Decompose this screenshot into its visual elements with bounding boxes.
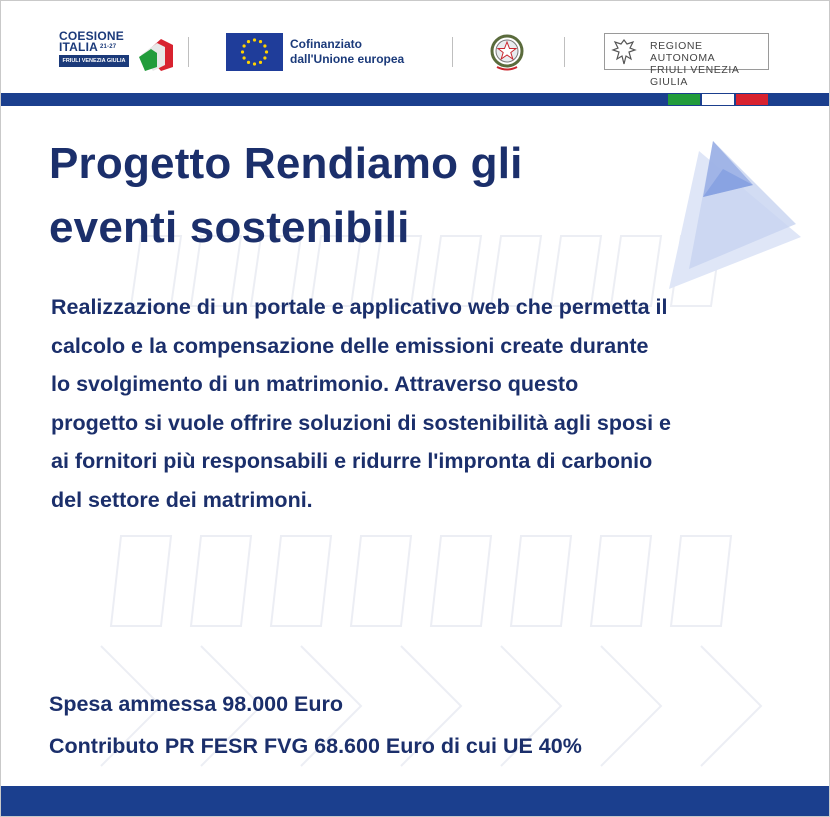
coesione-logo-text	[59, 31, 124, 53]
bottom-color-band	[1, 786, 829, 816]
eu-cofinanced-logo	[226, 33, 426, 71]
header-divider	[188, 37, 189, 67]
coesione-years: 21-27	[99, 44, 117, 50]
regione-fvg-logo	[604, 33, 769, 88]
eu-flag-icon	[226, 33, 283, 71]
region-line1: REGIONE AUTONOMA	[650, 40, 716, 64]
italian-flag-green-stripe	[668, 94, 700, 105]
coesione-mark-icon	[139, 31, 177, 75]
project-description: Realizzazione di un portale e applicativo web che permetta il calcolo e la compensazione delle emissioni create durante lo svolgimento di un matrimonio. Attraverso questo progetto si vuole offrire soluzioni di sostenibilità agli sposi e ai fornitori più responsabili e ridurre l'impronta di carbonio del settore dei matrimoni.	[51, 295, 671, 512]
header-divider	[564, 37, 565, 67]
eu-logo-text	[290, 37, 430, 67]
italian-flag-red-stripe	[736, 94, 768, 105]
italian-flag-white-stripe	[702, 94, 734, 105]
decorative-triangle-graphic	[651, 129, 821, 299]
coesione-line1: COESIONE	[59, 29, 124, 43]
coesione-italia-logo	[59, 31, 177, 75]
coesione-line2: ITALIA	[59, 40, 98, 54]
logo-header	[1, 1, 829, 93]
italian-republic-emblem-icon	[489, 32, 525, 72]
eu-line2: dall'Unione europea	[290, 52, 405, 66]
eagle-icon	[611, 37, 637, 67]
coesione-region-label: FRIULI VENEZIA GIULIA	[59, 55, 129, 67]
region-line2: FRIULI VENEZIA GIULIA	[650, 64, 739, 88]
project-title: Progetto Rendiamo gli eventi sostenibili	[49, 139, 523, 252]
admitted-expense: Spesa ammessa 98.000 Euro	[49, 692, 344, 716]
eu-line1: Cofinanziato	[290, 37, 362, 51]
header-divider	[452, 37, 453, 67]
region-logo-text	[650, 40, 768, 88]
fesr-contribution: Contributo PR FESR FVG 68.600 Euro di cui UE 40%	[49, 734, 582, 758]
